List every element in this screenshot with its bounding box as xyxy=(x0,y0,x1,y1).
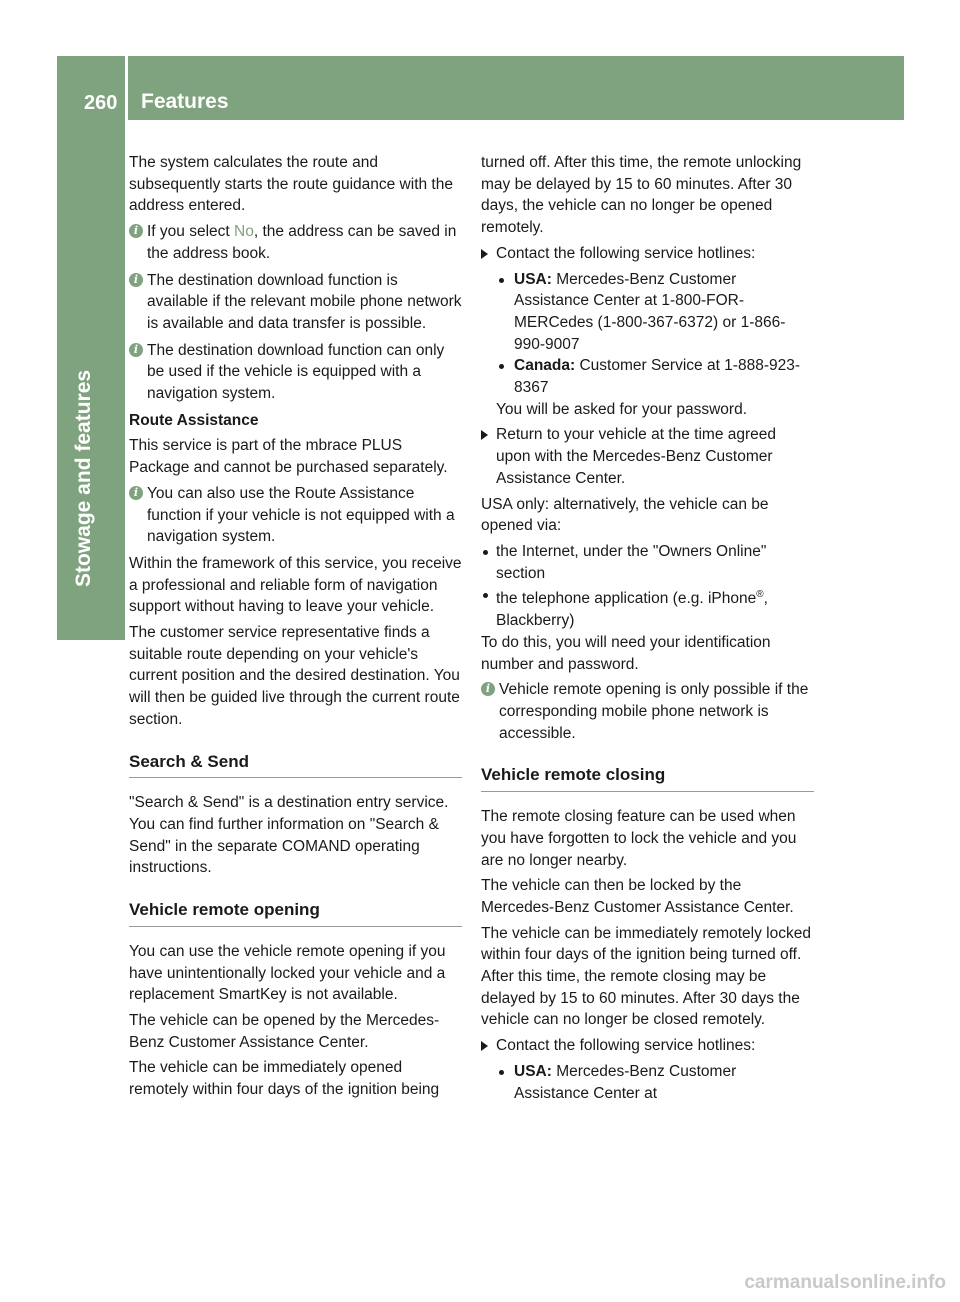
vehicle-remote-opening-heading: Vehicle remote opening xyxy=(129,899,462,927)
info-note: i The destination download function can only be used if the vehicle is equipped with a navigation system. xyxy=(129,340,462,405)
step-item: Return to your vehicle at the time agreed upon with the Mercedes-Benz Customer Assistance Center. xyxy=(481,424,814,489)
paragraph: To do this, you will need your identification number and password. xyxy=(481,633,771,673)
vehicle-remote-closing-heading: Vehicle remote closing xyxy=(481,764,814,792)
info-icon: i xyxy=(129,273,143,287)
watermark: carmanualsonline.info xyxy=(744,1272,946,1293)
bullet-item: Canada: Customer Service at 1-888-923-8367 xyxy=(481,355,814,398)
paragraph: The vehicle can be immediately remotely locked within four days of the ignition being turned off. After this time, the remote closing may be delayed by 15 to 60 minutes. After 30 days the vehicle can no longer be closed remotely. xyxy=(481,924,811,1029)
info-note: i The destination download function is available if the relevant mobile phone network is available and data transfer is possible. xyxy=(129,270,462,335)
bullet-icon xyxy=(499,278,504,283)
step-item: Contact the following service hotlines: xyxy=(481,243,814,265)
right-column xyxy=(481,152,814,1104)
paragraph: turned off. After this time, the remote unlocking may be delayed by 15 to 60 minutes. After 30 days, the vehicle can no longer be opened remotely. xyxy=(481,154,802,237)
paragraph: The vehicle can then be locked by the Mercedes-Benz Customer Assistance Center. xyxy=(481,877,794,916)
paragraph: This service is part of the mbrace PLUS Package and cannot be purchased separately. xyxy=(129,437,448,477)
side-tab-label: Stowage and features xyxy=(72,369,95,587)
bullet-icon xyxy=(483,550,488,555)
bullet-icon xyxy=(483,593,488,598)
header-divider xyxy=(125,56,128,120)
info-icon: i xyxy=(481,682,495,696)
left-column xyxy=(129,152,462,1105)
paragraph: The vehicle can be immediately opened remotely within four days of the ignition being xyxy=(129,1059,440,1099)
paragraph: The vehicle can be opened by the Mercedes-Benz Customer Assistance Center. xyxy=(129,1011,440,1051)
paragraph: The system calculates the route and subsequently starts the route guidance with the address entered. xyxy=(129,154,453,215)
info-icon: i xyxy=(129,224,143,238)
bullet-icon xyxy=(499,1070,504,1075)
arrow-icon xyxy=(481,1041,488,1051)
paragraph: You will be asked for your password. xyxy=(496,400,748,418)
search-send-heading: Search & Send xyxy=(129,751,462,779)
arrow-icon xyxy=(481,249,488,259)
info-note: i Vehicle remote opening is only possible if the corresponding mobile phone network is accessible. xyxy=(481,679,814,744)
info-note: i You can also use the Route Assistance function if your vehicle is not equipped with a navigation system. xyxy=(129,483,462,548)
bullet-item: the telephone application (e.g. iPhone®, Blackberry) xyxy=(481,584,814,632)
page-number: 260 xyxy=(84,92,118,114)
route-assistance-heading: Route Assistance xyxy=(129,411,259,429)
info-note: i If you select No, the address can be saved in the address book. xyxy=(129,221,462,264)
highlight-no: No xyxy=(234,223,254,241)
paragraph: USA only: alternatively, the vehicle can be opened via: xyxy=(481,495,769,535)
paragraph: "Search & Send" is a destination entry service. You can find further information on "Search & Send" in the separate COMAND operating instructions. xyxy=(129,794,449,877)
bullet-item: the Internet, under the "Owners Online" section xyxy=(481,541,814,584)
paragraph: You can use the vehicle remote opening if you have unintentionally locked your vehicle and a replacement SmartKey is not available. xyxy=(129,942,446,1004)
paragraph: The remote closing feature can be used when you have forgotten to lock the vehicle and you are no longer nearby. xyxy=(481,808,797,869)
info-icon: i xyxy=(129,486,143,500)
bullet-item: USA: Mercedes-Benz Customer Assistance Center at 1-800-FOR-MERCedes (1-800-367-6372) or 1-866-990-9007 xyxy=(481,269,814,356)
paragraph: Within the framework of this service, you receive a professional and reliable form of navigation support without having to leave your vehicle. xyxy=(129,554,462,616)
bullet-item: USA: Mercedes-Benz Customer Assistance Center at xyxy=(481,1061,814,1104)
step-item: Contact the following service hotlines: xyxy=(481,1035,814,1057)
bullet-icon xyxy=(499,364,504,369)
section-title: Features xyxy=(141,90,229,113)
info-icon: i xyxy=(129,343,143,357)
paragraph: The customer service representative finds a suitable route depending on your vehicle's current position and the desired destination. You will then be guided live through the current route section. xyxy=(129,624,460,728)
arrow-icon xyxy=(481,430,488,440)
